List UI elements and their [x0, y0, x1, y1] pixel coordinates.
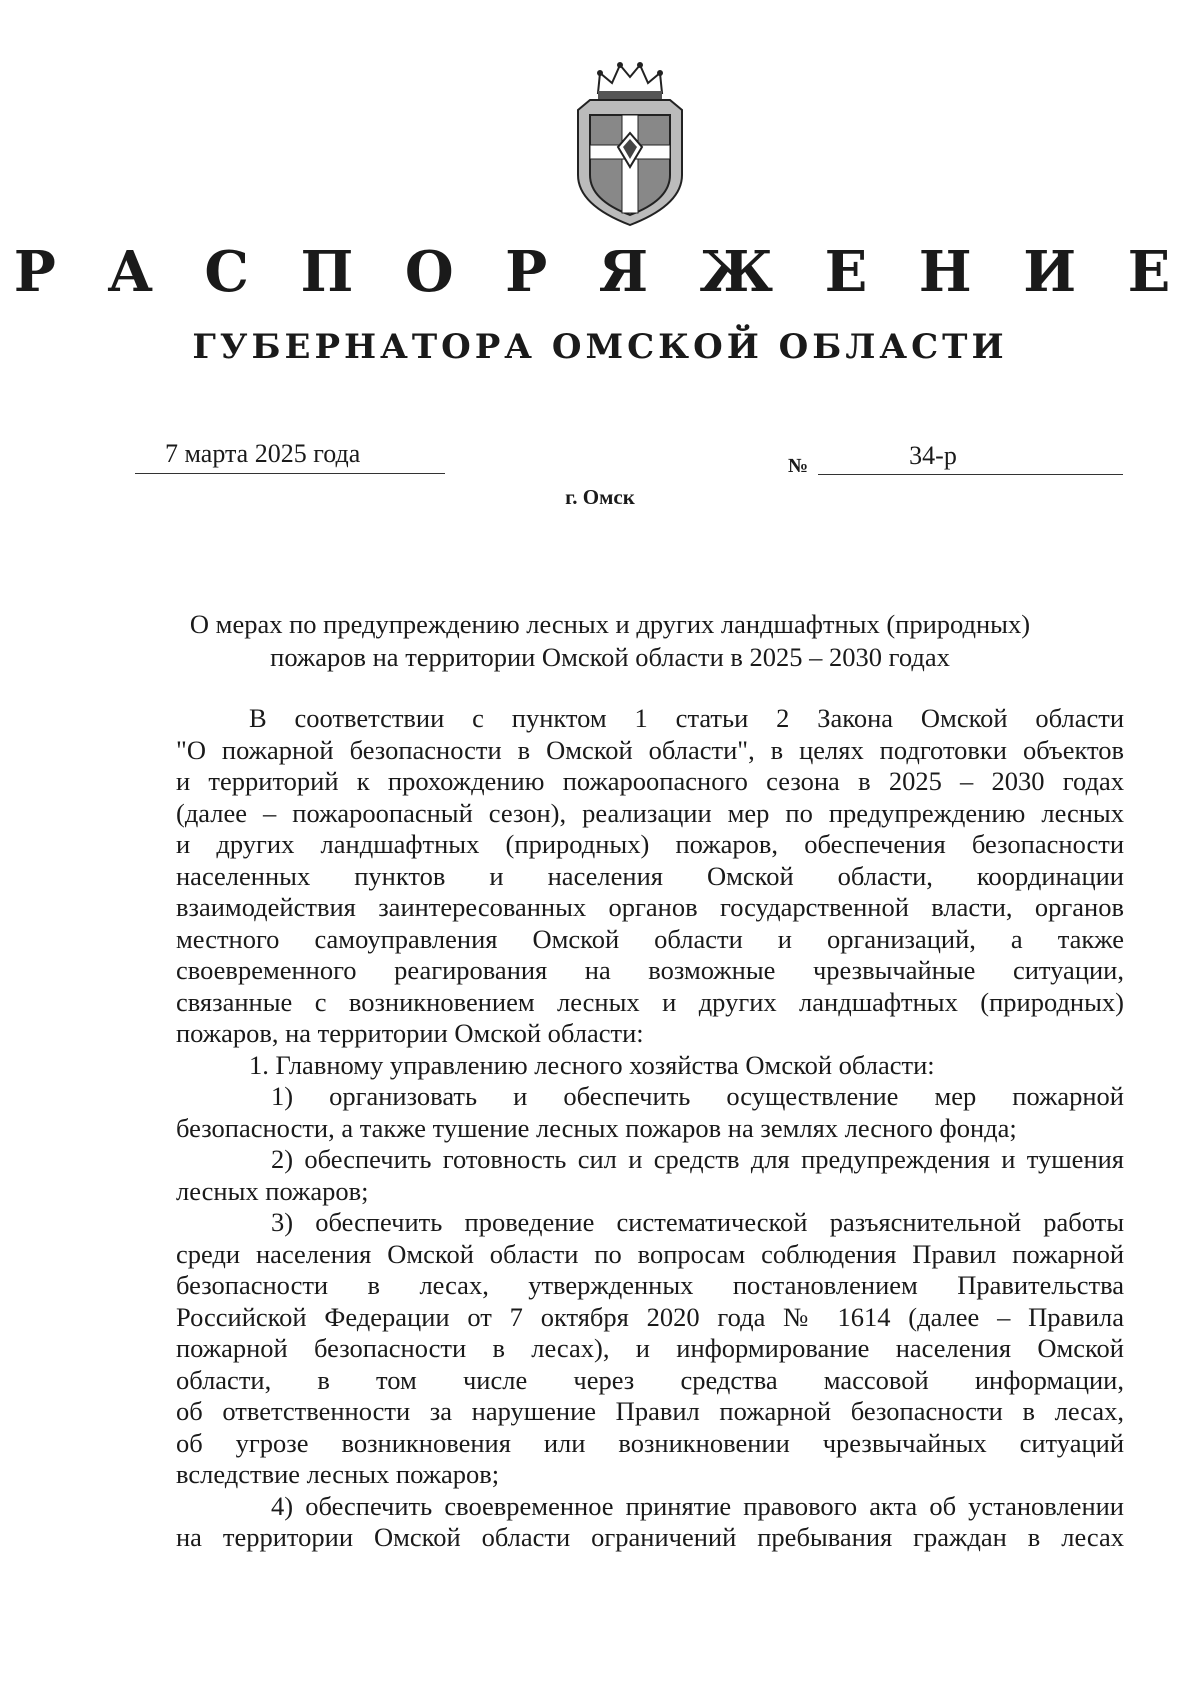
document-date: 7 марта 2025 года: [165, 439, 361, 468]
body-line: и других ландшафтных (природных) пожаров, обеспечения безопасности: [176, 829, 1124, 859]
body-line: 3) обеспечить проведение систематической разъяснительной работы: [271, 1207, 1124, 1237]
document-subject: [180, 608, 1040, 674]
body-line: Российской Федерации от 7 октября 2020 года № 1614 (далее – Правила: [176, 1301, 1124, 1332]
body-line: об угрозе возникновения или возникновении чрезвычайных ситуаций: [176, 1427, 1124, 1458]
body-line: взаимодействия заинтересованных органов государственной власти, органов: [176, 892, 1124, 922]
body-line: об ответственности за нарушение Правил пожарной безопасности в лесах,: [176, 1396, 1124, 1426]
body-line: на территории Омской области ограничений пребывания граждан в лесах: [176, 1522, 1124, 1552]
body-line: своевременного реагирования на возможные чрезвычайные ситуации,: [176, 955, 1124, 985]
city-label: г. Омск: [565, 485, 635, 509]
body-line: вследствие лесных пожаров;: [176, 1459, 500, 1489]
body-line: (далее – пожароопасный сезон), реализации мер по предупреждению лесных: [176, 797, 1124, 828]
body-line: 4) обеспечить своевременное принятие правового акта об установлении: [271, 1490, 1124, 1521]
body-line: населенных пунктов и населения Омской области, координации: [176, 860, 1124, 891]
body-line: пожаров, на территории Омской области:: [176, 1018, 644, 1048]
document-subtitle: ГУБЕРНАТОРА ОМСКОЙ ОБЛАСТИ: [192, 327, 1008, 367]
body-line: пожарной безопасности в лесах), и информирование населения Омской: [176, 1333, 1124, 1363]
subject-line: О мерах по предупреждению лесных и других ландшафтных (природных): [189, 609, 1031, 639]
document-number: 34-р: [909, 441, 957, 470]
body-line: лесных пожаров;: [176, 1175, 369, 1206]
body-line: В соответствии с пунктом 1 статьи 2 Закона Омской области: [249, 703, 1124, 733]
document-title: Р А С П О Р Я Ж Е Н И Е: [13, 239, 1187, 305]
number-label: №: [788, 455, 809, 477]
number-field: [818, 440, 1123, 475]
body-line: области, в том числе через средства массовой информации,: [176, 1364, 1124, 1395]
document-body: [176, 703, 1124, 1554]
body-line: среди населения Омской области по вопросам соблюдения Правил пожарной: [176, 1238, 1124, 1269]
body-line: связанные с возникновением лесных и других ландшафтных (природных): [176, 986, 1124, 1017]
body-line: местного самоуправления Омской области и организаций, а также: [176, 923, 1124, 954]
body-line: и территорий к прохождению пожароопасного сезона в 2025 – 2030 годах: [176, 766, 1124, 796]
body-line: 1) организовать и обеспечить осуществление мер пожарной: [271, 1081, 1124, 1111]
body-line: "О пожарной безопасности в Омской области", в целях подготовки объектов: [176, 734, 1124, 765]
body-line: безопасности, а также тушение лесных пожаров на землях лесного фонда;: [176, 1112, 1017, 1143]
subject-line: пожаров на территории Омской области в 2025 – 2030 годах: [270, 642, 950, 672]
omsk-oblast-coat-of-arms-icon: [570, 55, 690, 230]
body-line: 2) обеспечить готовность сил и средств для предупреждения и тушения: [271, 1144, 1124, 1174]
body-line: безопасности в лесах, утвержденных постановлением Правительства: [176, 1270, 1124, 1300]
item-heading: 1. Главному управлению лесного хозяйства Омской области:: [249, 1049, 935, 1080]
date-field: [135, 437, 445, 474]
